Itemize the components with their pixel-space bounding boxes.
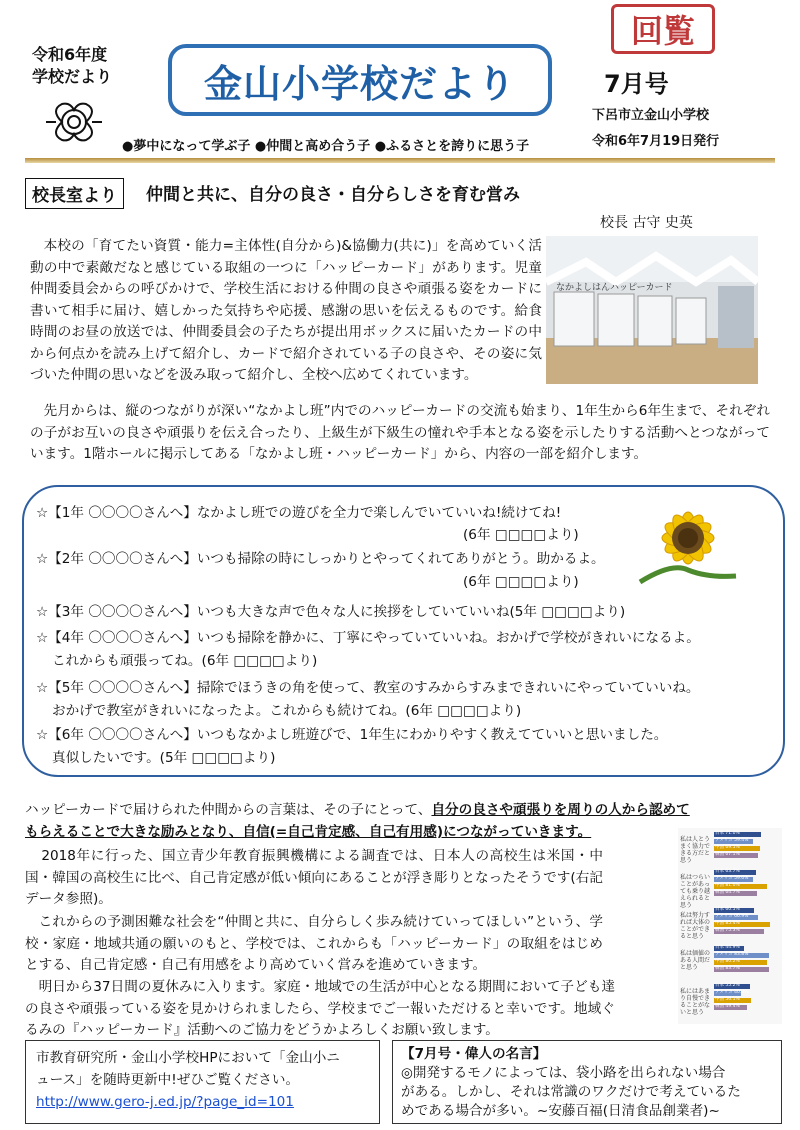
survey-bar-label: 韓国 75.3% [715, 928, 740, 933]
issue-label: 7月号 [604, 70, 669, 98]
survey-group-label: 私は努力すれば大体のことができると思う [680, 912, 711, 940]
survey-bar [714, 908, 754, 913]
message-5-cont: おかげで教室がきれいになったよ。これからも続けてね。(6年 □□□□より) [52, 703, 522, 719]
section-title: 仲間と共に、自分の良さ・自分らしさを育む営み [146, 185, 520, 205]
quote-line2: がある。しかし、それは常識のワクだけで考えているた [401, 1084, 741, 1100]
header-divider [25, 158, 775, 163]
survey-bar [714, 946, 744, 951]
survey-bar-label: 中国 69.5% [715, 845, 740, 850]
survey-bar-label: アメリカ 59.4% [715, 838, 749, 843]
survey-bar [714, 915, 758, 920]
message-5: ☆【5年 〇〇〇〇さんへ】掃除でほうきの角を使って、教室のすみからすみまできれいにやっていていいね。 [36, 680, 700, 696]
sunflower-icon [632, 492, 744, 588]
survey-bar [714, 953, 769, 958]
section-label: 校長室より [25, 178, 124, 209]
school-goals: ●夢中になって学ぶ子 ●仲間と高め合う子 ●ふるさとを誇りに思う子 [122, 139, 530, 154]
principal-paragraph-1: 本校の「育てたい資質・能力=主体性(自分から)&協働力(共に)」を高めていく活動の中で素敵だなと感じている取組の一つに「ハッピーカード」があります。児童仲間委員会からの呼びかけで、学校生活における仲間の良さや頑張る姿をカードに書いて相手に届け、嬉しかった気持ちや応援、感謝の思いを伝えるものです。給食時間のお昼の放送では、仲間委員会の子たちが提出用ボックスに届いたカードの中から何点かを読み上げて紹介し、カードで紹介されている子の良さや、その姿に気づいた仲間の思いなどを汲み取って紹介し、全校へ広めてくれています。 [30, 238, 542, 383]
survey-group-label: 私は価値のある人間だと思う [680, 950, 711, 971]
survey-bar-label: 日本 55.2% [715, 983, 740, 988]
survey-bar [714, 846, 760, 851]
school-name: 下呂市立金山小学校 [592, 108, 710, 123]
quote-box [392, 1040, 782, 1124]
survey-bar [714, 853, 758, 858]
survey-bar [714, 922, 770, 927]
message-2-sender: (6年 □□□□より) [463, 574, 579, 590]
survey-bar [714, 1005, 747, 1010]
survey-bar-label: 日本 60.5% [715, 907, 740, 912]
survey-bar-label: 中国 56.1% [715, 997, 740, 1002]
message-1-sender: (6年 □□□□より) [463, 527, 579, 543]
circulation-stamp: 回覧 [611, 4, 715, 54]
survey-bar-label: 韓国 67.1% [715, 852, 740, 857]
message-3: ☆【3年 〇〇〇〇さんへ】いつも大きな声で色々な人に挨拶をしていていいね(5年 □□□□より) [36, 604, 626, 620]
school-crest-icon [42, 92, 106, 152]
message-4-cont: これからも頑張ってね。(6年 □□□□より) [52, 653, 318, 669]
closing-intro-underline-1: 自分の良さや頑張りを周りの人から認めて [431, 802, 690, 818]
quote-heading: 【7月号・偉人の名言】 [401, 1046, 547, 1062]
survey-bar-label: 日本 44.9% [715, 945, 740, 950]
survey-bar [714, 960, 767, 965]
survey-bar-label: 中国 85.4% [715, 921, 740, 926]
message-4: ☆【4年 〇〇〇〇さんへ】いつも掃除を静かに、丁寧にやっていていいね。おかげで学校がきれいになるよ。 [36, 630, 700, 646]
survey-group-label: 私は人とうまく協力できる方だと思う [680, 836, 711, 864]
principal-byline: 校長 古守 史英 [600, 215, 693, 231]
survey-bar [714, 929, 764, 934]
survey-bar-label: 中国 81.0% [715, 883, 740, 888]
survey-bar [714, 984, 750, 989]
era-line1: 令和6年度 [32, 45, 108, 64]
hp-notice-line1: 市教育研究所・金山小学校HPにおいて「金山小ニ [36, 1050, 340, 1066]
survey-bar [714, 998, 751, 1003]
survey-bar-label: 韓国 64.7% [715, 890, 740, 895]
message-6-cont: 真似したいです。(5年 □□□□より) [52, 750, 276, 766]
survey-bar [714, 832, 761, 837]
title-text: 金山小学校だより [203, 61, 516, 106]
survey-bar-label: 中国 80.2% [715, 959, 740, 964]
closing-paragraph-1: 2018年に行った、国立青少年教育振興機構による調査では、日本人の高校生は米国・中国・韓国の高校生に比べ、自己肯定感が低い傾向にあることが浮き彫りとなったそうです(右記データ参照)。 [25, 848, 603, 907]
survey-bar [714, 967, 769, 972]
survey-bar-label: 日本 71.0% [715, 831, 740, 836]
era-label [32, 44, 112, 88]
closing-paragraph-3: 明日から37日間の夏休みに入ります。家庭・地域での生活が中心となる期間において子ども達の良さや頑張っている姿を見かけられましたら、学校までご一報いただけると幸いです。地域ぐるみの『ハッピーカード』活動へのご協力をどうかよろしくお願い致します。 [25, 979, 615, 1038]
hallway-photo [546, 236, 758, 384]
survey-group-label: 私はつらいことがあっても乗り越えられると思う [680, 874, 711, 909]
closing-intro-underline-2: もらえることで大きな励みとなり、自信(=自己肯定感、自己有用感)につながっていきます。 [25, 824, 592, 840]
principal-paragraph-2: 先月からは、縦のつながりが深い“なかよし班”内でのハッピーカードの交流も始まり、1年生から6年生まで、それぞれの子がお互いの良さや頑張りを伝え合ったり、上級生が下級生の憧れや手本となる姿を示したりする活動へとつながっています。1階ホールに掲示してある「なかよし班・ハッピーカード」から、内容の一部を紹介します。 [30, 403, 770, 462]
era-line2: 学校だより [32, 67, 113, 86]
survey-bar [714, 839, 753, 844]
survey-bar [714, 870, 756, 875]
quote-line3: めである場合が多い。~安藤百福(日清食品創業者)~ [401, 1103, 720, 1119]
survey-group-label: 私にはあまり自慢できることがないと思う [680, 988, 711, 1016]
survey-bar-label: アメリカ 59.6% [715, 876, 749, 881]
message-2: ☆【2年 〇〇〇〇さんへ】いつも掃除の時にしっかりとやってくれてありがとう。助かるよ。 [36, 551, 605, 567]
closing-intro-plain: ハッピーカードで届けられた仲間からの言葉は、その子にとって、 [25, 802, 432, 818]
survey-bar-label: アメリカ 83.8% [715, 952, 749, 957]
survey-bar [714, 877, 753, 882]
survey-bar-label: 日本 63.7% [715, 869, 740, 874]
photo-sign: なかよしはんハッピーカード [556, 283, 673, 293]
survey-bar-label: アメリカ 66.9% [715, 914, 749, 919]
closing-intro [25, 800, 775, 822]
newsletter-title [168, 44, 552, 116]
message-6: ☆【6年 〇〇〇〇さんへ】いつもなかよし班遊びで、1年生にわかりやすく教えてていいと思いました。 [36, 727, 668, 743]
issue-date: 令和6年7月19日発行 [592, 134, 720, 149]
survey-bar [714, 990, 749, 996]
school-hp-link[interactable]: http://www.gero-j.ed.jp/?page_id=101 [36, 1094, 294, 1110]
survey-bar [714, 891, 757, 896]
survey-bar-label: 韓国 83.7% [715, 966, 740, 971]
survey-bar-label: 韓国 49.4% [715, 1004, 740, 1009]
hp-notice-box [25, 1040, 380, 1124]
quote-line1: ◎開発するモノによっては、袋小路を出られない場合 [401, 1065, 726, 1081]
closing-paragraph-2: これからの予測困難な社会を“仲間と共に、自分らしく歩み続けていってほしい”という、学校・家庭・地域共通の願いのもと、学校では、これからも「ハッピーカード」の取組をはじめとする、自己肯定感・自己有用感をより高めていく営みを進めていきます。 [25, 914, 603, 973]
survey-bar [714, 884, 767, 889]
self-esteem-survey-chart [678, 828, 782, 1024]
survey-bar-label: アメリカ 40.9% [715, 990, 749, 995]
message-1: ☆【1年 〇〇〇〇さんへ】なかよし班での遊びを全力で楽しんでいていいね!続けてね! [36, 505, 562, 521]
hp-notice-line2: ュース」を随時更新中!ぜひご覧ください。 [36, 1072, 300, 1088]
